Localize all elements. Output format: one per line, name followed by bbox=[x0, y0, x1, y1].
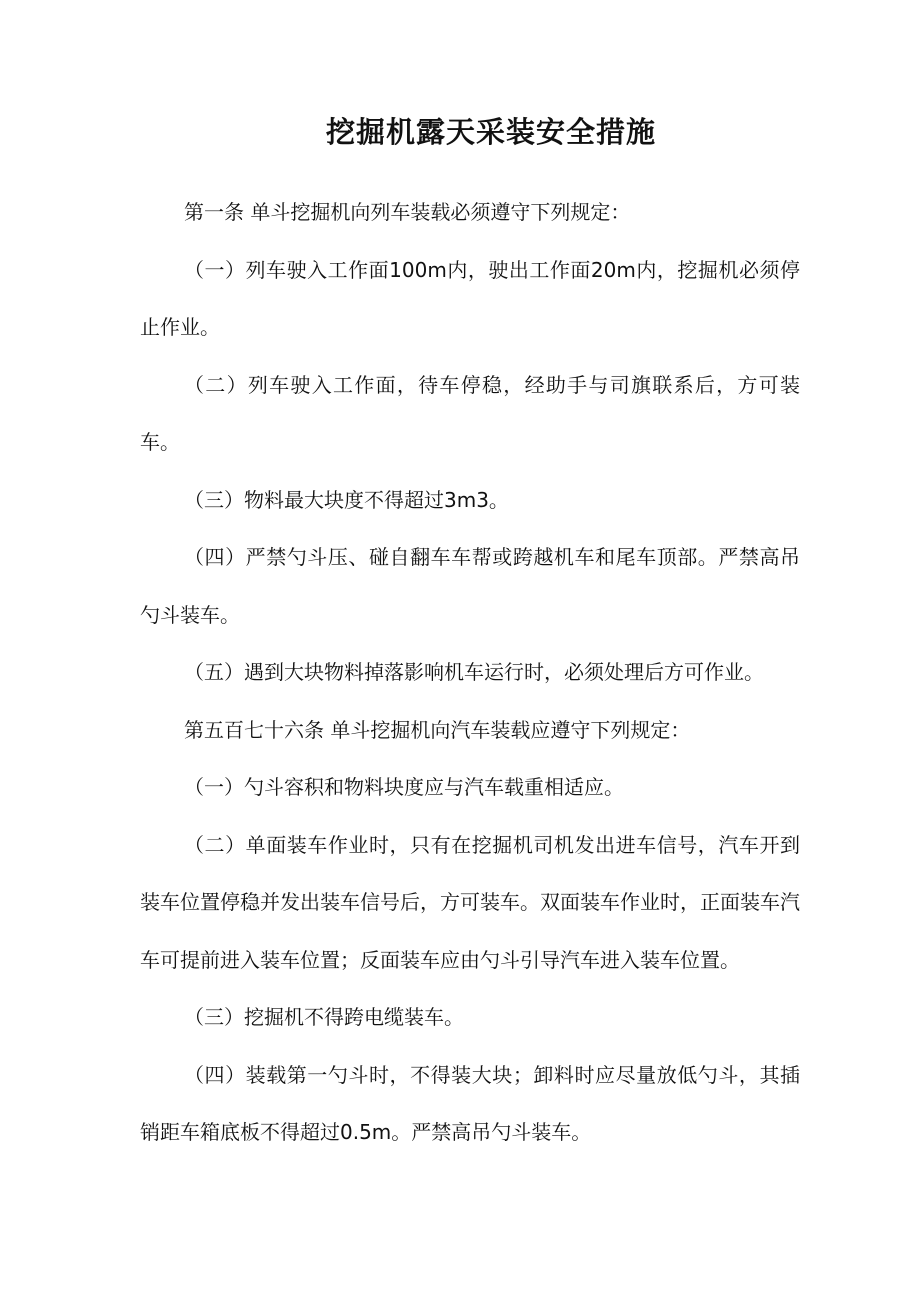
paragraph-item: （五）遇到大块物料掉落影响机车运行时，必须处理后方可作业。 bbox=[184, 660, 764, 684]
paragraph-item: （一）勺斗容积和物料块度应与汽车载重相适应。 bbox=[184, 775, 624, 799]
document-body bbox=[140, 184, 800, 1162]
paragraph-article-576: 第五百七十六条 单斗挖掘机向汽车装载应遵守下列规定： bbox=[184, 717, 691, 742]
paragraph-item: （二）列车驶入工作面，待车停稳，经助手与司旗联系后，方可装车。 bbox=[140, 372, 800, 454]
paragraph-item: （四）严禁勺斗压、碰自翻车车帮或跨越机车和尾车顶部。严禁高吊勺斗装车。 bbox=[140, 545, 800, 627]
paragraph-article-1: 第一条 单斗挖掘机向列车装载必须遵守下列规定： bbox=[184, 200, 631, 224]
paragraph-item: （一）列车驶入工作面100m内，驶出工作面20m内，挖掘机必须停止作业。 bbox=[140, 257, 800, 339]
document-title: 挖掘机露天采装安全措施 bbox=[325, 115, 656, 149]
paragraph-item: （三）物料最大块度不得超过3m3。 bbox=[184, 487, 509, 512]
paragraph-item: （三）挖掘机不得跨电缆装车。 bbox=[184, 1005, 464, 1029]
paragraph-item: （四）装载第一勺斗时，不得装大块；卸料时应尽量放低勺斗，其插销距车箱底板不得超过0.5m。严禁高吊勺斗装车。 bbox=[140, 1062, 800, 1144]
paragraph-item: （二）单面装车作业时，只有在挖掘机司机发出进车信号，汽车开到装车位置停稳并发出装车信号后，方可装车。双面装车作业时，正面装车汽车可提前进入装车位置；反面装车应由勺斗引导汽车进入装车位置。 bbox=[140, 832, 800, 972]
